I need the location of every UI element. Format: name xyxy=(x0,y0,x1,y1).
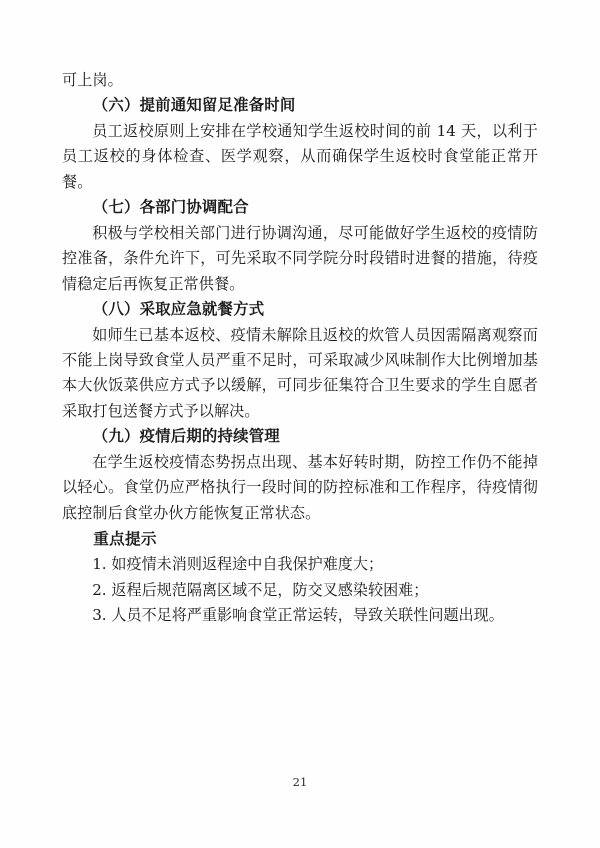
section-heading-8: （八）采取应急就餐方式 xyxy=(92,300,265,319)
key-point-item: 2. 返程后规范隔离区域不足，防交叉感染较困难； xyxy=(92,580,429,599)
document-body xyxy=(62,68,538,629)
section-paragraph-9: 在学生返校疫情态势拐点出现、基本好转时期，防控工作仍不能掉以轻心。食堂仍应严格执行一段时间的防控标准和工作程序，待疫情彻底控制后食堂办伙方能恢复正常状态。 xyxy=(62,452,538,522)
key-point-item: 1. 如疫情未消则返程途中自我保护难度大； xyxy=(92,555,384,574)
page-number: 21 xyxy=(292,775,308,789)
paragraph-continued: 可上岗。 xyxy=(62,71,123,89)
key-points-heading: 重点提示 xyxy=(93,529,157,549)
section-heading-7: （七）各部门协调配合 xyxy=(92,198,249,217)
section-paragraph-6: 员工返校原则上安排在学校通知学生返校时间的前 14 天，以利于员工返校的身体检查、医学观察，从而确保学生返校时食堂能正常开餐。 xyxy=(62,122,538,191)
section-paragraph-8: 如师生已基本返校、疫情未解除且返校的炊管人员因需隔离观察而不能上岗导致食堂人员严重不足时，可采取减少风味制作大比例增加基本大伙饭菜供应方式予以缓解，可同步征集符合卫生要求的学生自愿者采取打包送餐方式予以解决。 xyxy=(62,325,538,420)
section-heading-6: （六）提前通知留足准备时间 xyxy=(92,96,296,115)
section-paragraph-7: 积极与学校相关部门进行协调沟通，尽可能做好学生返校的疫情防控准备，条件允许下，可先采取不同学院分时段错时进餐的措施，待疫情稳定后再恢复正常供餐。 xyxy=(62,223,538,293)
key-point-item: 3. 人员不足将严重影响食堂正常运转，导致关联性问题出现。 xyxy=(92,606,504,625)
section-heading-9: （九）疫情后期的持续管理 xyxy=(92,427,280,446)
